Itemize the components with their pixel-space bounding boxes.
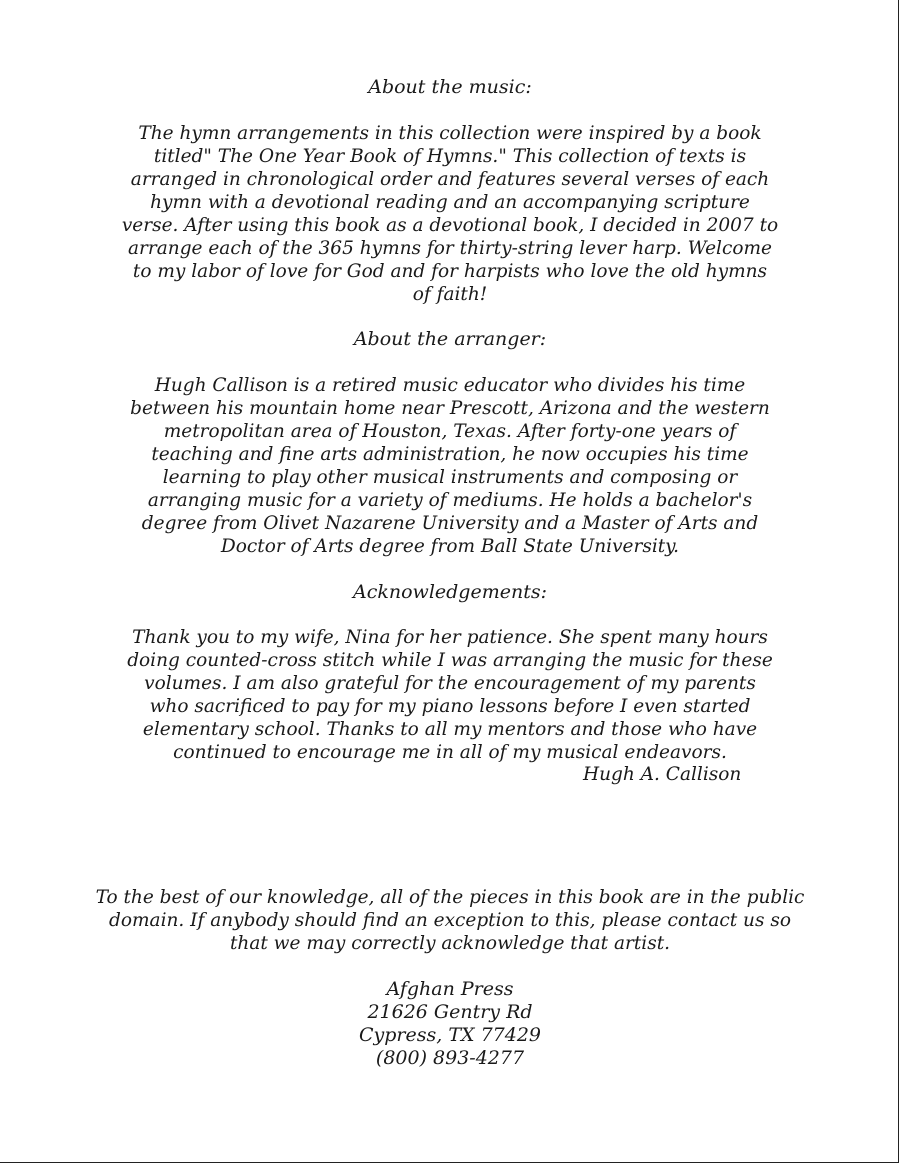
text-line: Hugh Callison is a retired music educator who divides his time xyxy=(154,375,746,396)
text-line: To the best of our knowledge, all of the pieces in this book are in the public xyxy=(95,887,805,908)
text-line: that we may correctly acknowledge that artist. xyxy=(229,933,671,954)
text-line: volumes. I am also grateful for the encouragement of my parents xyxy=(144,673,756,694)
text-line: doing counted-cross stitch while I was arranging the music for these xyxy=(127,650,773,671)
text-line: who sacrificed to pay for my piano lessons before I even started xyxy=(149,696,751,717)
text-line: titled" The One Year Book of Hymns." This collection of texts is xyxy=(153,146,747,167)
text-line: arranging music for a variety of mediums. He holds a bachelor's xyxy=(147,490,753,511)
acknowledgements-heading: Acknowledgements: xyxy=(353,581,547,603)
text-line: of faith! xyxy=(412,284,488,305)
public-domain-notice xyxy=(0,886,900,955)
text-line: to my labor of love for God and for harpists who love the old hymns xyxy=(132,261,768,282)
text-line: verse. After using this book as a devotional book, I decided in 2007 to xyxy=(121,215,779,236)
text-line: Thank you to my wife, Nina for her patience. She spent many hours xyxy=(132,627,768,648)
acknowledgements-paragraph xyxy=(0,626,900,764)
text-line: teaching and fine arts administration, he now occupies his time xyxy=(151,444,749,465)
text-line: elementary school. Thanks to all my mentors and those who have xyxy=(142,719,758,740)
publisher-address xyxy=(0,978,900,1070)
text-line: arranged in chronological order and features several verses of each xyxy=(130,169,770,190)
text-line: domain. If anybody should find an exception to this, please contact us so xyxy=(109,910,791,931)
publisher-street: 21626 Gentry Rd xyxy=(367,1001,533,1023)
about-arranger-paragraph xyxy=(0,374,900,558)
about-music-paragraph xyxy=(0,122,900,306)
about-arranger-heading: About the arranger: xyxy=(353,328,547,350)
text-line: The hymn arrangements in this collection were inspired by a book xyxy=(138,123,762,144)
text-line: arrange each of the 365 hymns for thirty-string lever harp. Welcome xyxy=(128,238,772,259)
text-line: between his mountain home near Prescott, Arizona and the western xyxy=(130,398,770,419)
text-line: Doctor of Arts degree from Ball State University. xyxy=(220,536,680,557)
text-line: metropolitan area of Houston, Texas. After forty-one years of xyxy=(163,421,737,442)
text-line: continued to encourage me in all of my musical endeavors. xyxy=(173,742,727,763)
signature: Hugh A. Callison xyxy=(583,764,742,785)
text-line: hymn with a devotional reading and an accompanying scripture xyxy=(150,192,750,213)
publisher-name: Afghan Press xyxy=(386,978,514,1000)
publisher-city: Cypress, TX 77429 xyxy=(358,1024,542,1046)
about-music-heading: About the music: xyxy=(368,76,532,98)
text-line: learning to play other musical instruments and composing or xyxy=(162,467,738,488)
text-line: degree from Olivet Nazarene University and a Master of Arts and xyxy=(141,513,759,534)
publisher-phone: (800) 893-4277 xyxy=(375,1047,525,1069)
